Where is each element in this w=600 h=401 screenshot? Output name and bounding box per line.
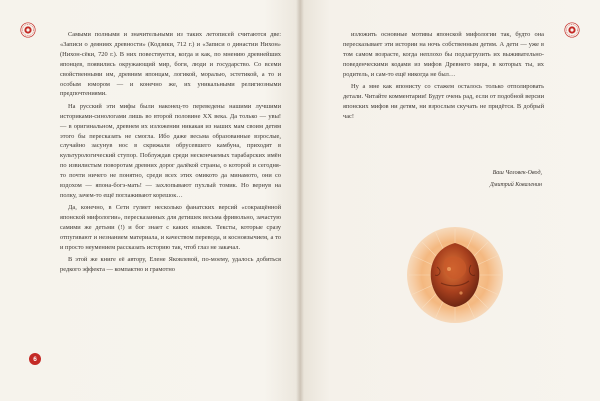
book-gutter <box>296 0 304 401</box>
paragraph: изложить основные мотивы японской мифологии так, будто она пересказывает эти истории на ночь собственным детям. А дети — уже в том самом возрасте, когда неплохо бы подзагрузить их выживательно-поведенческими кодами из мифов Древнего мира, в которых ты, их родитель, и сам-то ещё никогда не был… <box>343 31 544 78</box>
paragraph: На русский эти мифы были наконец-то переведены нашими лучшими историками-синологами лишь во второй половине ХХ века. Да только — увы! — в оригинальном, древнем их изложении никакая из наших мам своим детям этого бы пересказать не смогла. Ибо даже весьма образованные взрослые, случайно засунув нос в скрижали обрусевшего камбуна, приходят в культурологический ступор. Поблуждав среди нескончаемых тарабарских имён по извилистым поворотам древних дорог далёкой страны, о которой и сегодня-то почти ничего не понятно, среди всех этих омикото да минамото, они со вздохом — япона-богэ-мать! — захлопывают пухлый томик. Но вернув на полку, зачем-то ещё поглаживают корешок… <box>60 102 281 199</box>
right-text-column <box>343 30 544 124</box>
red-crest-icon <box>564 22 580 38</box>
author-name: Дмитрий Коваленин <box>489 182 542 188</box>
page-number: 6 <box>29 353 41 365</box>
red-crest-icon <box>20 22 36 38</box>
paragraph: В этой же книге её автору, Елене Яковлевой, по-моему, удалось добиться редкого эффекта — компактно и грамотно <box>60 256 281 274</box>
right-page <box>300 0 600 401</box>
paragraph: Самыми полными и значительными из таких летописей считаются две: «Записи о деяниях древности» (Кодзики, 712 г.) и «Записи о династии Нихон» (Нихон-сёки, 720 г.). В них повествуется, когда и как, по мнению древнейших японцев, появились окружающий мир, боги, люди и государство. Со всеми свойственными им, древним японцам, логикой, моралью, эстетикой, а то и особым юмором — и конечно же, их уникальными религиозными предпочтениями. <box>60 31 281 98</box>
signature-line: Ваш Человек-Овод, <box>492 170 542 176</box>
amber-medallion-image <box>405 225 505 325</box>
paragraph: Да, конечно, в Сети гуляет несколько фанатских версий «сокращённой японской мифологии», пересказанных для детишек весьма фривольно, зачастую самими же детьми (!) и бог знает с каких языков. Тексты, которые сразу отпугивают и незнанием материала, и качеством перевода, и косноязычием, а то и просто неумением рассказать историю так, чтоб глаз не закачал. <box>60 204 281 252</box>
left-text-column <box>60 30 281 278</box>
paragraph: Ну а мне как японисту со стажем осталось только отполировать детали. Читайте комментарии! Будут очень рад, если от подобной версии японских мифов ни детям, ни взрослым скучать не придётся. В добрый час! <box>343 83 544 120</box>
